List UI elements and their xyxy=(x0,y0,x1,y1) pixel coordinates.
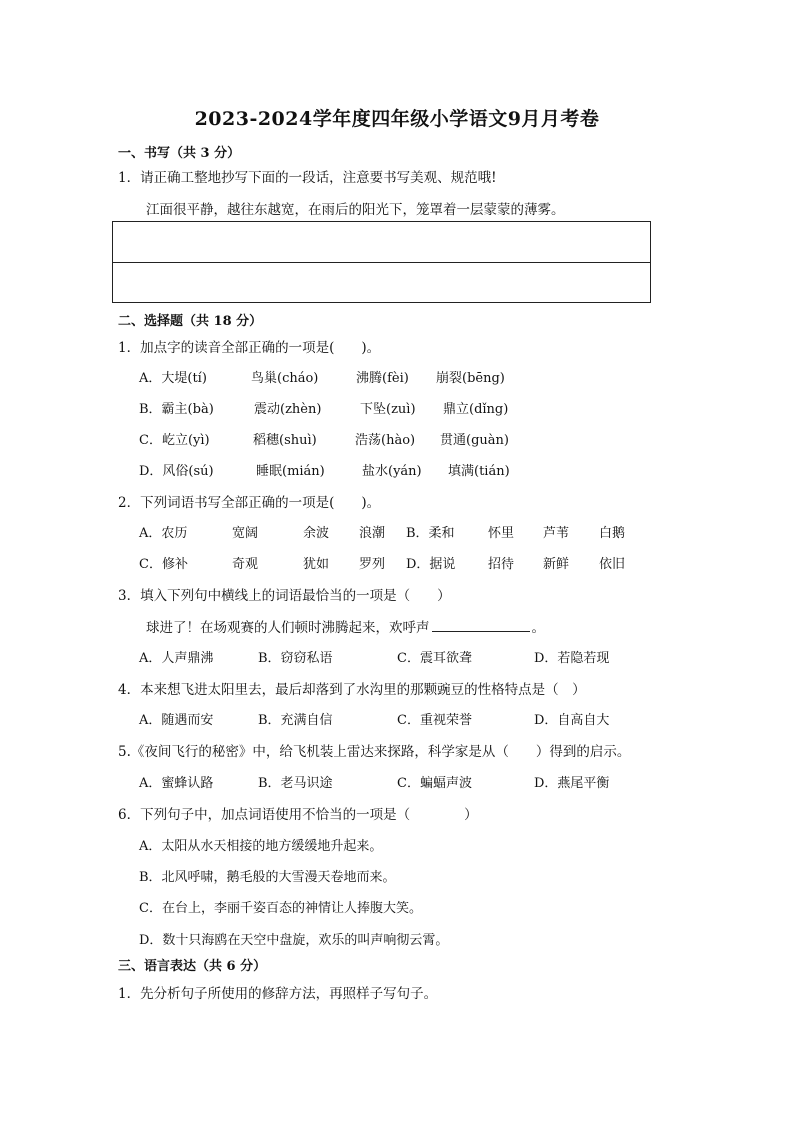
option[interactable]: A．蜜蜂认路 xyxy=(139,776,214,791)
option-word: 犹如 xyxy=(303,557,330,572)
option[interactable]: C．重视荣誉 xyxy=(397,713,472,728)
option[interactable]: B．充满自信 xyxy=(258,713,333,728)
option: 下坠(zuì) xyxy=(360,402,416,417)
option: 贯通(guàn) xyxy=(440,433,509,448)
option[interactable]: C．在台上，李丽千姿百态的神情让人捧腹大笑。 xyxy=(139,901,422,916)
option-word: 奇观 xyxy=(232,557,259,572)
option-word: 余波 xyxy=(303,526,330,541)
option-word: 招待 xyxy=(488,557,515,572)
option: 鸟巢(cháo) xyxy=(251,371,319,386)
page-title: 2023-2024学年度四年级小学语文9月月考卷 xyxy=(194,108,600,130)
writing-divider xyxy=(113,262,650,263)
option[interactable]: C．震耳欲聋 xyxy=(397,651,472,666)
q3-stem: 3．填入下列句中横线上的词语最恰当的一项是（ ） xyxy=(118,588,451,604)
option[interactable]: A．人声鼎沸 xyxy=(139,651,214,666)
option: 填满(tián) xyxy=(448,464,510,479)
q6-stem: 6．下列句子中，加点词语使用不恰当的一项是（ ） xyxy=(118,807,478,823)
s3-question-1: 1．先分析句子所使用的修辞方法，再照样子写句子。 xyxy=(118,986,438,1002)
q1-stem: 1．加点字的读音全部正确的一项是( )。 xyxy=(118,340,381,356)
option[interactable]: B．霸主(bà) xyxy=(139,402,214,417)
option: 沸腾(fèi) xyxy=(356,371,409,386)
option-word: 白鹅 xyxy=(599,526,626,541)
q4-stem: 4．本来想飞进太阳里去，最后却落到了水沟里的那颗豌豆的性格特点是（ ） xyxy=(118,682,586,698)
option[interactable]: B．柔和 xyxy=(406,526,455,541)
option: 震动(zhèn) xyxy=(254,402,322,417)
option[interactable]: D．自高自大 xyxy=(534,713,610,728)
option: 盐水(yán) xyxy=(362,464,422,479)
option[interactable]: D．燕尾平衡 xyxy=(534,776,610,791)
option[interactable]: A．大堤(tí) xyxy=(139,371,207,386)
option: 稻穗(shuì) xyxy=(253,433,317,448)
option[interactable]: A．农历 xyxy=(139,526,188,541)
s1-passage: 江面很平静，越往东越宽，在雨后的阳光下，笼罩着一层蒙蒙的薄雾。 xyxy=(146,202,565,218)
option[interactable]: B．窃窃私语 xyxy=(258,651,333,666)
option-word: 宽阔 xyxy=(232,526,259,541)
option[interactable]: A．随遇而安 xyxy=(139,713,214,728)
option: 崩裂(bēng) xyxy=(436,371,505,386)
option[interactable]: A．太阳从水天相接的地方缓缓地升起来。 xyxy=(139,839,383,854)
option-word: 新鲜 xyxy=(543,557,570,572)
option[interactable]: C．蝙蝠声波 xyxy=(397,776,472,791)
option[interactable]: D．数十只海鸥在天空中盘旋，欢乐的叫声响彻云霄。 xyxy=(139,933,449,948)
q3-sentence-text: 球进了！在场观赛的人们顿时沸腾起来，欢呼声 xyxy=(146,620,430,636)
option-word: 怀里 xyxy=(488,526,515,541)
copy-writing-box[interactable] xyxy=(112,221,651,303)
section-2-heading: 二、选择题（共 18 分） xyxy=(118,314,263,329)
answer-blank[interactable] xyxy=(432,617,530,632)
q2-stem: 2．下列词语书写全部正确的一项是( )。 xyxy=(118,495,381,511)
option: 鼎立(dǐng) xyxy=(443,402,509,417)
section-3-heading: 三、语言表达（共 6 分） xyxy=(118,959,267,974)
option[interactable]: D．若隐若现 xyxy=(534,651,610,666)
option-word: 芦苇 xyxy=(543,526,570,541)
option-word: 罗列 xyxy=(359,557,386,572)
option-word: 依旧 xyxy=(599,557,626,572)
s1-question-1: 1．请正确工整地抄写下面的一段话，注意要书写美观、规范哦! xyxy=(118,170,497,186)
option: 浩荡(hào) xyxy=(355,433,416,448)
option[interactable]: D．据说 xyxy=(406,557,456,572)
section-1-heading: 一、书写（共 3 分） xyxy=(118,146,241,161)
q3-sentence-end: 。 xyxy=(531,620,545,636)
option[interactable]: D．风俗(sú) xyxy=(139,464,214,479)
option[interactable]: B．老马识途 xyxy=(258,776,333,791)
option[interactable]: C．修补 xyxy=(139,557,188,572)
option[interactable]: C．屹立(yì) xyxy=(139,433,210,448)
q5-stem: 5.《夜间飞行的秘密》中，给飞机装上雷达来探路，科学家是从（ ）得到的启示。 xyxy=(118,744,631,760)
q3-sentence xyxy=(146,616,545,636)
option[interactable]: B．北风呼啸，鹅毛般的大雪漫天卷地而来。 xyxy=(139,870,396,885)
option-word: 浪潮 xyxy=(359,526,386,541)
option: 睡眠(mián) xyxy=(256,464,325,479)
